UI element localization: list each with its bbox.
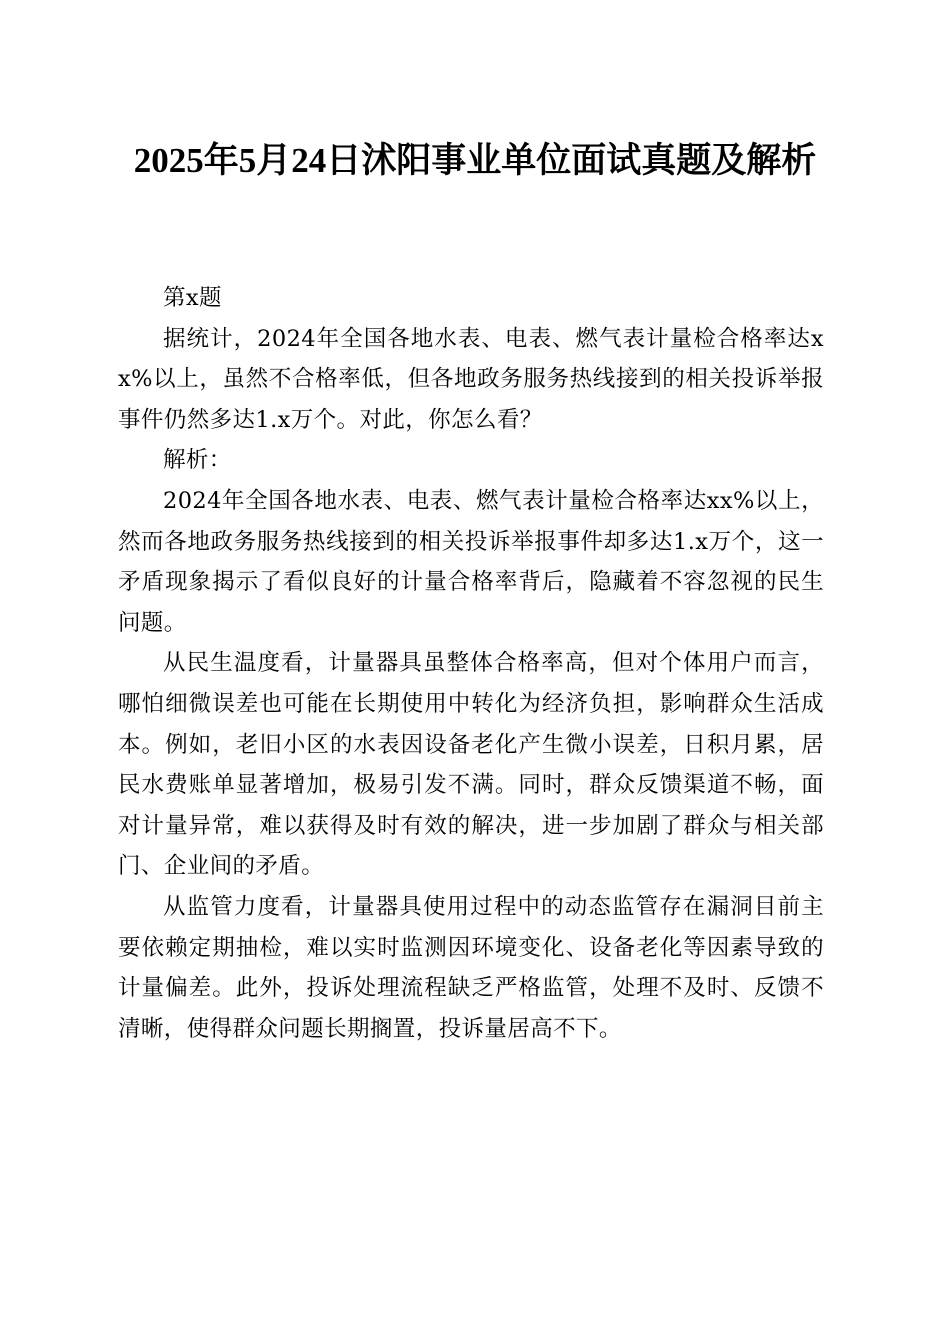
document-title: 2025年5月24日沭阳事业单位面试真题及解析 (133, 141, 817, 180)
analysis-label: 解析： (163, 447, 232, 474)
document-body (118, 278, 824, 1049)
analysis-paragraph-intro: 2024年全国各地水表、电表、燃气表计量检合格率达xx%以上，然而各地政务服务热线接到的相关投诉举报事件却多达1.x万个，这一矛盾现象揭示了看似良好的计量合格率背后，隐藏着不容忽视的民生问题。 (118, 487, 824, 636)
analysis-paragraph-supervision: 从监管力度看，计量器具使用过程中的动态监管存在漏洞目前主要依赖定期抽检，难以实时监测因环境变化、设备老化等因素导致的计量偏差。此外，投诉处理流程缺乏严格监管，处理不及时、反馈不清晰，使得群众问题长期搁置，投诉量居高不下。 (118, 893, 824, 1042)
question-number: 第x题 (163, 285, 222, 311)
analysis-paragraph-livelihood: 从民生温度看，计量器具虽整体合格率高，但对个体用户而言，哪怕细微误差也可能在长期使用中转化为经济负担，影响群众生活成本。例如，老旧小区的水表因设备老化产生微小误差，日积月累，居民水费账单显著增加，极易引发不满。同时，群众反馈渠道不畅，面对计量异常，难以获得及时有效的解决，进一步加剧了群众与相关部门、企业间的矛盾。 (118, 650, 824, 880)
question-text: 据统计，2024年全国各地水表、电表、燃气表计量检合格率达xx%以上，虽然不合格率低，但各地政务服务热线接到的相关投诉举报事件仍然多达1.x万个。对此，你怎么看？ (118, 325, 824, 433)
